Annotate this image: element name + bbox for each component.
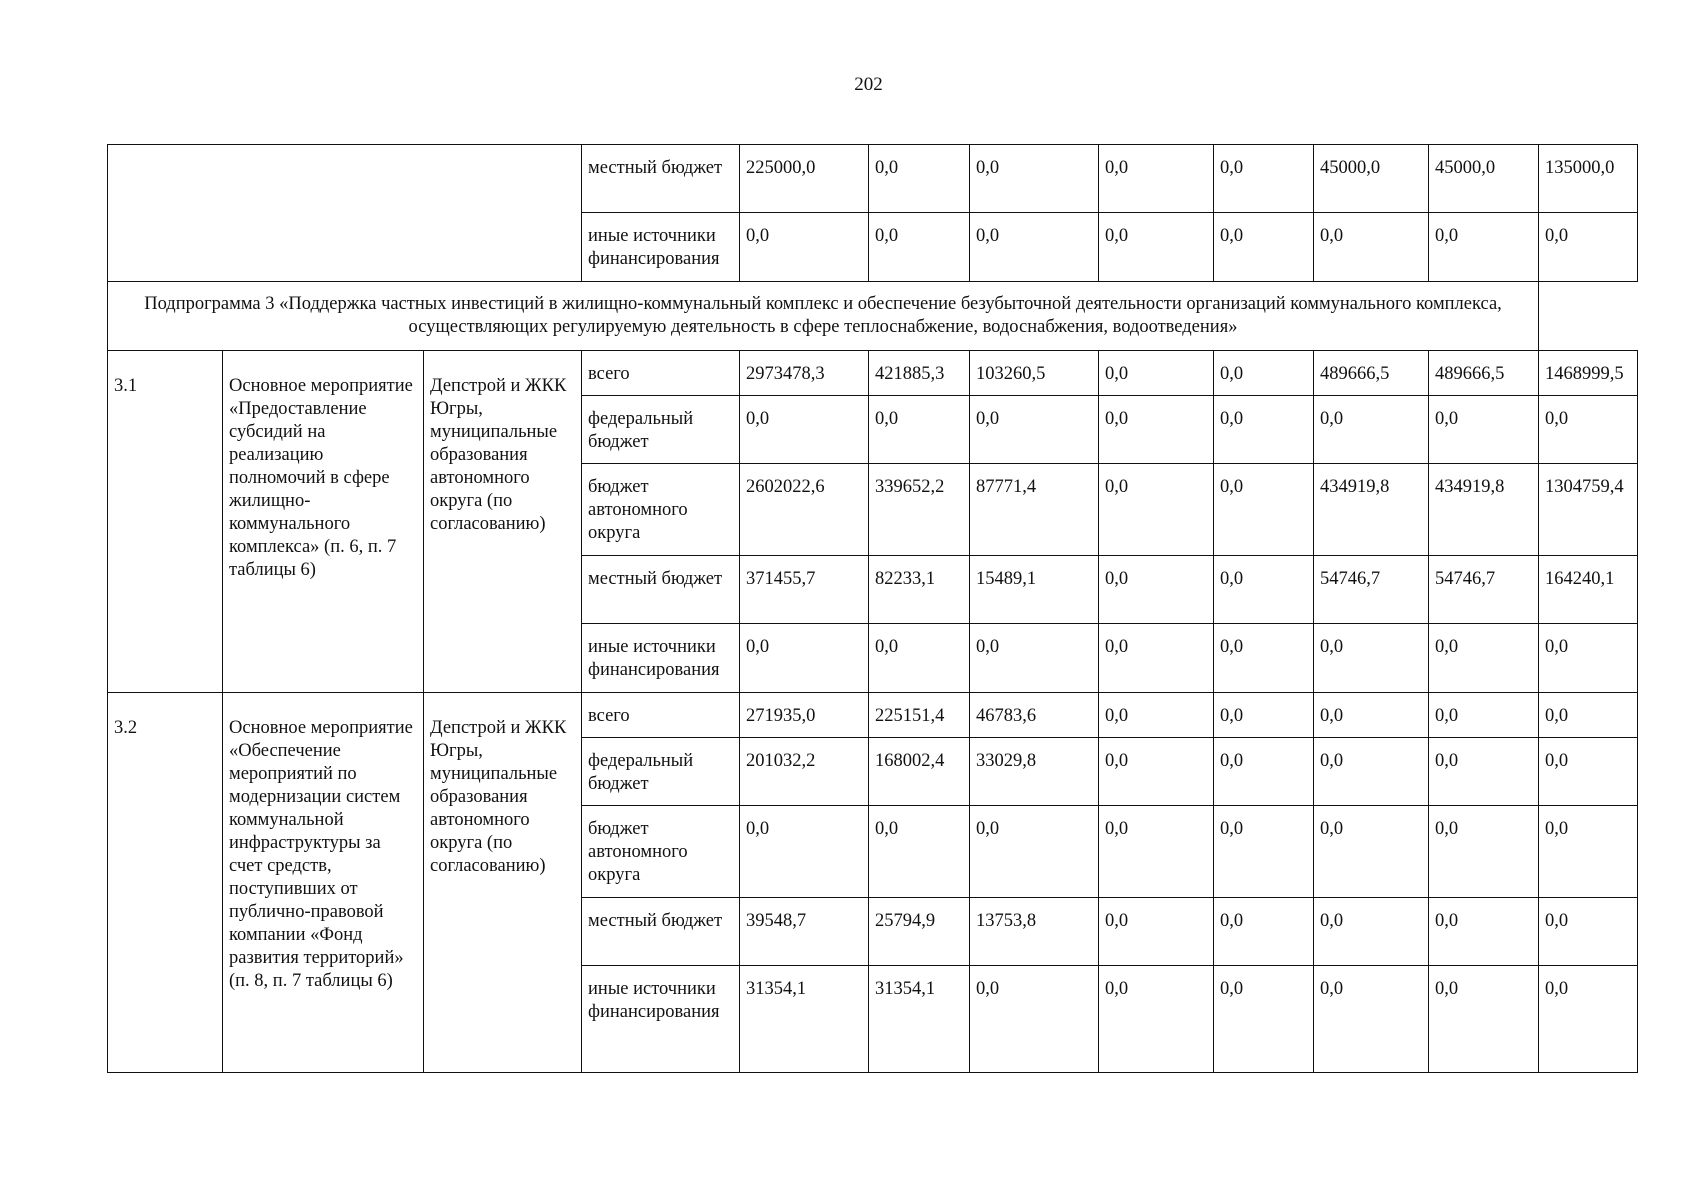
amount-cell: 2973478,3: [740, 351, 869, 396]
amount-cell: 0,0: [1539, 213, 1638, 282]
subprogram-title: Подпрограмма 3 «Поддержка частных инвестиций в жилищно-коммунальный комплекс и обеспечение безубыточной деятельности организаций коммунального комплекса, осуществляющих регулируемую деятельность в сфере теплоснабжение, водоснабжения, водоотведения»: [108, 282, 1539, 351]
amount-cell: 54746,7: [1429, 556, 1539, 624]
amount-cell: 13753,8: [970, 898, 1099, 966]
funding-source: бюджет автономного округа: [582, 464, 740, 556]
empty-cell: [108, 145, 582, 282]
amount-cell: 0,0: [1539, 898, 1638, 966]
amount-cell: 0,0: [1214, 213, 1314, 282]
subprogram-row: [108, 282, 1638, 351]
measure-name: Основное мероприятие «Обеспечение мероприятий по модернизации систем коммунальной инфраструктуры за счет средств, поступивших от публично-правовой компании «Фонд развития территорий» (п. 8, п. 7 таблицы 6): [223, 693, 424, 1073]
amount-cell: 0,0: [740, 213, 869, 282]
amount-cell: 0,0: [970, 145, 1099, 213]
amount-cell: 0,0: [1214, 351, 1314, 396]
amount-cell: 434919,8: [1314, 464, 1429, 556]
funding-source: местный бюджет: [582, 898, 740, 966]
amount-cell: 0,0: [1214, 556, 1314, 624]
amount-cell: 0,0: [970, 966, 1099, 1073]
measure-name: Основное мероприятие «Предоставление субсидий на реализацию полномочий в сфере жилищно-коммунального комплекса» (п. 6, п. 7 таблицы 6): [223, 351, 424, 693]
amount-cell: 371455,7: [740, 556, 869, 624]
amount-cell: 31354,1: [740, 966, 869, 1073]
amount-cell: 0,0: [1214, 693, 1314, 738]
amount-cell: 489666,5: [1314, 351, 1429, 396]
amount-cell: 2602022,6: [740, 464, 869, 556]
table-row: [108, 145, 1638, 213]
amount-cell: 0,0: [1099, 806, 1214, 898]
amount-cell: 0,0: [1214, 396, 1314, 464]
amount-cell: 31354,1: [869, 966, 970, 1073]
amount-cell: 0,0: [1429, 624, 1539, 693]
amount-cell: 339652,2: [869, 464, 970, 556]
amount-cell: 0,0: [1429, 213, 1539, 282]
amount-cell: 0,0: [869, 806, 970, 898]
measure-number: 3.1: [108, 351, 223, 693]
amount-cell: 0,0: [1314, 693, 1429, 738]
amount-cell: 87771,4: [970, 464, 1099, 556]
funding-source: местный бюджет: [582, 556, 740, 624]
amount-cell: 25794,9: [869, 898, 970, 966]
amount-cell: 0,0: [1099, 351, 1214, 396]
amount-cell: 271935,0: [740, 693, 869, 738]
amount-cell: 0,0: [1314, 738, 1429, 806]
table-row: [108, 693, 1638, 738]
amount-cell: 0,0: [1539, 624, 1638, 693]
table-row: [108, 351, 1638, 396]
amount-cell: 0,0: [970, 624, 1099, 693]
amount-cell: 0,0: [1539, 806, 1638, 898]
amount-cell: 0,0: [1099, 213, 1214, 282]
amount-cell: 0,0: [1539, 738, 1638, 806]
funding-source: иные источники финансирования: [582, 624, 740, 693]
funding-source: иные источники финансирования: [582, 966, 740, 1073]
funding-source: всего: [582, 693, 740, 738]
funding-source: федеральный бюджет: [582, 738, 740, 806]
amount-cell: 0,0: [869, 213, 970, 282]
financing-table: [107, 144, 1638, 1073]
amount-cell: 46783,6: [970, 693, 1099, 738]
amount-cell: 0,0: [1099, 738, 1214, 806]
amount-cell: 33029,8: [970, 738, 1099, 806]
amount-cell: 0,0: [970, 396, 1099, 464]
amount-cell: 45000,0: [1429, 145, 1539, 213]
amount-cell: 135000,0: [1539, 145, 1638, 213]
amount-cell: 225151,4: [869, 693, 970, 738]
amount-cell: 103260,5: [970, 351, 1099, 396]
measure-executor: Депстрой и ЖКК Югры, муниципальные образования автономного округа (по согласованию): [424, 351, 582, 693]
amount-cell: 0,0: [1099, 966, 1214, 1073]
amount-cell: 0,0: [1314, 624, 1429, 693]
funding-source: бюджет автономного округа: [582, 806, 740, 898]
amount-cell: 0,0: [1314, 396, 1429, 464]
amount-cell: 0,0: [1314, 806, 1429, 898]
amount-cell: 489666,5: [1429, 351, 1539, 396]
amount-cell: 82233,1: [869, 556, 970, 624]
amount-cell: 225000,0: [740, 145, 869, 213]
amount-cell: 0,0: [740, 806, 869, 898]
amount-cell: 0,0: [1429, 806, 1539, 898]
amount-cell: 39548,7: [740, 898, 869, 966]
amount-cell: 0,0: [1099, 145, 1214, 213]
amount-cell: 0,0: [1099, 556, 1214, 624]
amount-cell: 0,0: [970, 806, 1099, 898]
funding-source: всего: [582, 351, 740, 396]
amount-cell: 0,0: [1099, 898, 1214, 966]
funding-source: иные источники финансирования: [582, 213, 740, 282]
measure-number: 3.2: [108, 693, 223, 1073]
funding-source: федеральный бюджет: [582, 396, 740, 464]
amount-cell: 0,0: [1314, 898, 1429, 966]
amount-cell: 0,0: [740, 624, 869, 693]
amount-cell: 0,0: [1429, 396, 1539, 464]
amount-cell: 1304759,4: [1539, 464, 1638, 556]
amount-cell: 0,0: [1539, 966, 1638, 1073]
funding-source: местный бюджет: [582, 145, 740, 213]
amount-cell: 0,0: [1214, 624, 1314, 693]
page-number: 202: [854, 74, 883, 95]
amount-cell: 0,0: [1099, 396, 1214, 464]
amount-cell: 0,0: [1214, 738, 1314, 806]
amount-cell: 1468999,5: [1539, 351, 1638, 396]
amount-cell: 0,0: [970, 213, 1099, 282]
amount-cell: 164240,1: [1539, 556, 1638, 624]
amount-cell: 434919,8: [1429, 464, 1539, 556]
amount-cell: 0,0: [1099, 624, 1214, 693]
amount-cell: 0,0: [1099, 464, 1214, 556]
amount-cell: 0,0: [1214, 464, 1314, 556]
amount-cell: 0,0: [1314, 213, 1429, 282]
amount-cell: 201032,2: [740, 738, 869, 806]
amount-cell: 421885,3: [869, 351, 970, 396]
amount-cell: 15489,1: [970, 556, 1099, 624]
amount-cell: 168002,4: [869, 738, 970, 806]
amount-cell: 0,0: [1429, 693, 1539, 738]
amount-cell: 0,0: [1214, 806, 1314, 898]
amount-cell: 0,0: [740, 396, 869, 464]
measure-executor: Депстрой и ЖКК Югры, муниципальные образования автономного округа (по согласованию): [424, 693, 582, 1073]
amount-cell: 0,0: [1429, 738, 1539, 806]
amount-cell: 0,0: [1539, 396, 1638, 464]
amount-cell: 0,0: [869, 396, 970, 464]
amount-cell: 0,0: [1539, 693, 1638, 738]
amount-cell: 0,0: [1099, 693, 1214, 738]
amount-cell: 0,0: [1429, 898, 1539, 966]
amount-cell: 0,0: [869, 624, 970, 693]
amount-cell: 54746,7: [1314, 556, 1429, 624]
amount-cell: 0,0: [1314, 966, 1429, 1073]
amount-cell: 45000,0: [1314, 145, 1429, 213]
amount-cell: 0,0: [1214, 145, 1314, 213]
amount-cell: 0,0: [1214, 898, 1314, 966]
amount-cell: 0,0: [1429, 966, 1539, 1073]
amount-cell: 0,0: [869, 145, 970, 213]
amount-cell: 0,0: [1214, 966, 1314, 1073]
